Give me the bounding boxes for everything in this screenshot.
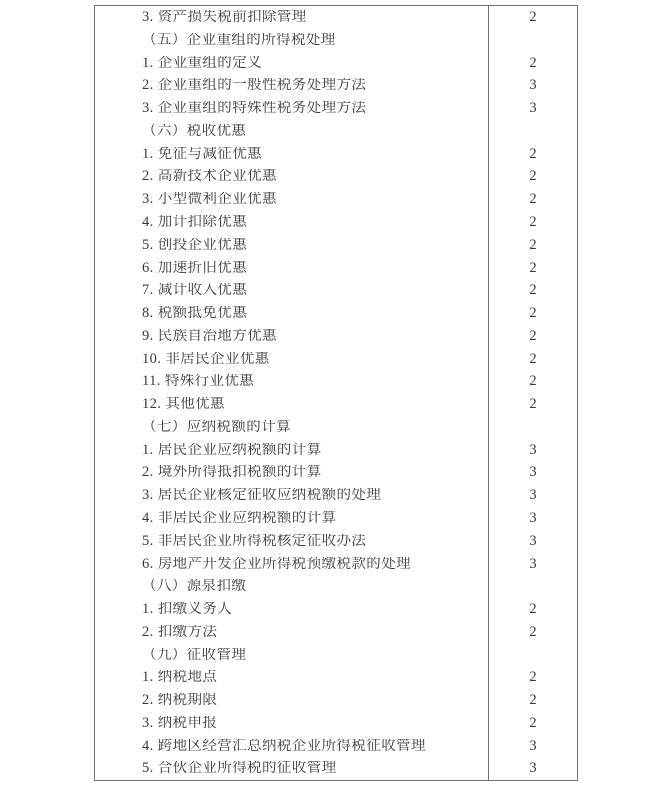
table-row: [95, 211, 577, 234]
topic-title: 1. 免征与减征优惠: [142, 146, 262, 162]
topic-title: 6. 房地产开发企业所得税预缴税款的处理: [142, 556, 411, 571]
ability-level-value: 3: [488, 461, 577, 484]
ability-level-value: [488, 29, 577, 52]
table-row: [95, 757, 577, 780]
topic-title: 5. 非居民企业所得税核定征收办法: [142, 533, 367, 549]
ability-level-value: 2: [488, 52, 577, 75]
ability-level-value: 3: [488, 74, 577, 97]
table-row: [95, 393, 577, 416]
table-row: [95, 530, 577, 553]
ability-level-value: 3: [488, 757, 577, 780]
table-row: [95, 461, 577, 484]
table-row: [95, 74, 577, 97]
topic-title: 9. 民族自治地方优惠: [142, 328, 277, 344]
ability-level-value: [488, 575, 577, 598]
ability-level-value: 3: [488, 439, 577, 462]
ability-level-value: 2: [488, 302, 577, 325]
topic-title: 3. 居民企业核定征收应纳税额的处理: [142, 488, 382, 503]
topic-title: 8. 税额抵免优惠: [142, 306, 248, 321]
topic-title: 12. 其他优惠: [142, 397, 225, 412]
topic-title: （五）企业重组的所得税处理: [142, 32, 336, 48]
ability-level-value: 2: [488, 393, 577, 416]
table-row: [95, 621, 577, 644]
ability-level-value: 2: [488, 143, 577, 166]
ability-level-value: 2: [488, 165, 577, 188]
ability-level-value: [488, 643, 577, 666]
ability-level-value: 2: [488, 279, 577, 302]
topic-title: （六）税收优惠: [142, 123, 247, 139]
table-row: [95, 735, 577, 758]
topic-title: 1. 纳税地点: [142, 670, 218, 685]
table-row: [95, 347, 577, 370]
topic-title: 2. 纳税期限: [142, 693, 218, 708]
topic-title: 4. 跨地区经营汇总纳税企业所得税征收管理: [142, 738, 426, 754]
topic-title: 4. 加计扣除优惠: [142, 215, 248, 230]
topic-title: 1. 居民企业应纳税额的计算: [142, 442, 322, 458]
ability-level-value: 2: [488, 325, 577, 348]
table-row: [95, 416, 577, 439]
ability-level-value: 2: [488, 256, 577, 279]
table-row: [95, 439, 577, 462]
table-row: [95, 552, 577, 575]
topic-title: 6. 加速折旧优惠: [142, 260, 248, 276]
topic-title: （九）征收管理: [142, 647, 247, 663]
ability-level-value: 2: [488, 211, 577, 234]
table-row: [95, 370, 577, 393]
topic-title: （七）应纳税额的计算: [142, 419, 291, 435]
topic-title: 2. 高新技术企业优惠: [142, 169, 277, 184]
ability-level-value: 3: [488, 97, 577, 120]
topic-title: 11. 特殊行业优惠: [142, 374, 255, 389]
table-row: [95, 256, 577, 279]
ability-level-value: 2: [488, 234, 577, 257]
topic-title: 7. 减计收入优惠: [142, 283, 248, 298]
table-row: [95, 279, 577, 302]
table-row: [95, 52, 577, 75]
table-row: [95, 598, 577, 621]
table-row: [95, 689, 577, 712]
table-row: [95, 643, 577, 666]
topic-title: （八）源泉扣缴: [142, 579, 247, 594]
ability-level-value: 2: [488, 689, 577, 712]
table-row: [95, 6, 577, 29]
table-row: [95, 29, 577, 52]
table-row: [95, 507, 577, 530]
topic-title: 4. 非居民企业应纳税额的计算: [142, 510, 337, 526]
ability-level-value: 2: [488, 666, 577, 689]
topic-title: 3. 企业重组的特殊性税务处理方法: [142, 101, 367, 116]
syllabus-table: [94, 5, 578, 781]
topic-title: 1. 扣缴义务人: [142, 602, 233, 617]
ability-level-value: 3: [488, 507, 577, 530]
table-row: [95, 188, 577, 211]
ability-level-value: 2: [488, 370, 577, 393]
table-row: [95, 666, 577, 689]
table-row: [95, 143, 577, 166]
table-row: [95, 165, 577, 188]
table-row: [95, 712, 577, 735]
topic-title: 5. 合伙企业所得税的征收管理: [142, 761, 337, 776]
topic-title: 10. 非居民企业优惠: [142, 351, 270, 367]
table-row: [95, 234, 577, 257]
topic-title: 3. 小型微利企业优惠: [142, 192, 277, 207]
ability-level-value: 3: [488, 735, 577, 758]
table-row: [95, 484, 577, 507]
ability-level-value: 2: [488, 188, 577, 211]
table-row: [95, 575, 577, 598]
ability-level-value: 3: [488, 484, 577, 507]
ability-level-value: 2: [488, 598, 577, 621]
topic-title: 2. 扣缴方法: [142, 624, 218, 640]
topic-title: 1. 企业重组的定义: [142, 55, 262, 71]
ability-level-value: 2: [488, 347, 577, 370]
topic-title: 2. 企业重组的一般性税务处理方法: [142, 78, 367, 93]
ability-level-value: 2: [488, 621, 577, 644]
topic-title: 5. 创投企业优惠: [142, 237, 248, 253]
ability-level-value: 3: [488, 552, 577, 575]
table-row: [95, 120, 577, 143]
table-row: [95, 325, 577, 348]
ability-level-value: 3: [488, 530, 577, 553]
ability-level-value: [488, 416, 577, 439]
topic-title: 3. 纳税申报: [142, 715, 218, 731]
topic-title: 3. 资产损失税前扣除管理: [142, 10, 307, 25]
table-row: [95, 97, 577, 120]
table-row: [95, 302, 577, 325]
ability-level-value: [488, 120, 577, 143]
ability-level-value: 2: [488, 6, 577, 29]
ability-level-value: 2: [488, 712, 577, 735]
topic-title: 2. 境外所得抵扣税额的计算: [142, 465, 322, 480]
